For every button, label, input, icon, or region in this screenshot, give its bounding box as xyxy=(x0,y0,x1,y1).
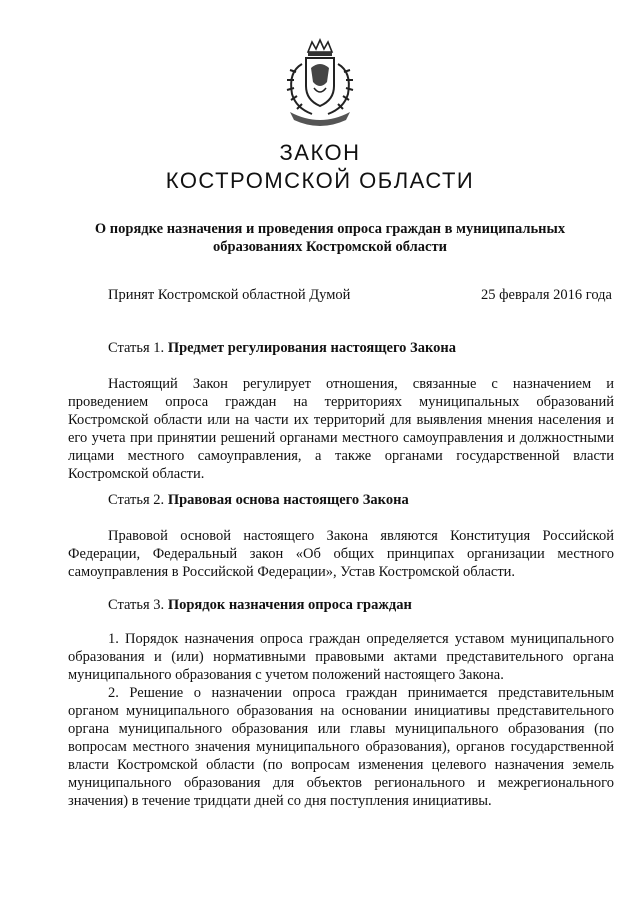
article-1-title: Предмет регулирования настоящего Закона xyxy=(167,340,456,356)
article-1-heading xyxy=(108,339,456,357)
article-1-paragraph-1: Настоящий Закон регулирует отношения, связанные с назначением и проведением опроса граждан на территориях муниципальных образований Костромской области или на части их территорий для выявления мнения населения и его учета при принятии решений органами местного самоуправления и должностными лицами местного самоуправления, а также органами государственной власти Костромской области. xyxy=(68,376,614,482)
article-2-title: Правовая основа настоящего Закона xyxy=(167,492,409,508)
law-subject: О порядке назначения и проведения опроса граждан в муниципальных образованиях Костромской области xyxy=(94,221,566,255)
article-3-heading xyxy=(108,596,412,614)
law-title: ЗАКОН xyxy=(279,140,361,165)
article-3-title: Порядок назначения опроса граждан xyxy=(167,597,412,613)
article-2-prefix: Статья 2. xyxy=(108,492,165,508)
article-2-heading xyxy=(108,491,409,509)
article-1-prefix: Статья 1. xyxy=(108,340,165,356)
adopted-date: 25 февраля 2016 года xyxy=(480,287,612,303)
adopted-by: Принят Костромской областной Думой xyxy=(108,287,351,303)
coat-of-arms-emblem xyxy=(270,38,370,126)
article-3-paragraph-2: 2. Решение о назначении опроса граждан принимается представительным органом муниципального образования на основании инициативы представительного органа муниципального образования или главы муниципального образования (по вопросам местного значения муниципального образования), органов государственной власти Костромской области (по вопросам изменения целевого назначения земель муниципального образования для объектов регионального и межрегионального значения) в течение тридцати дней со дня поступления инициативы. xyxy=(68,685,614,809)
law-region-title: КОСТРОМСКОЙ ОБЛАСТИ xyxy=(165,168,475,193)
article-2-paragraph-1: Правовой основой настоящего Закона являются Конституция Российской Федерации, Федеральный закон «Об общих принципах организации местного самоуправления в Российской Федерации», Устав Костромской области. xyxy=(68,528,614,580)
article-3-prefix: Статья 3. xyxy=(108,597,165,613)
article-3-paragraph-1: 1. Порядок назначения опроса граждан определяется уставом муниципального образования и (или) нормативными правовыми актами представительного органа муниципального образования с учетом положений настоящего Закона. xyxy=(68,631,614,683)
